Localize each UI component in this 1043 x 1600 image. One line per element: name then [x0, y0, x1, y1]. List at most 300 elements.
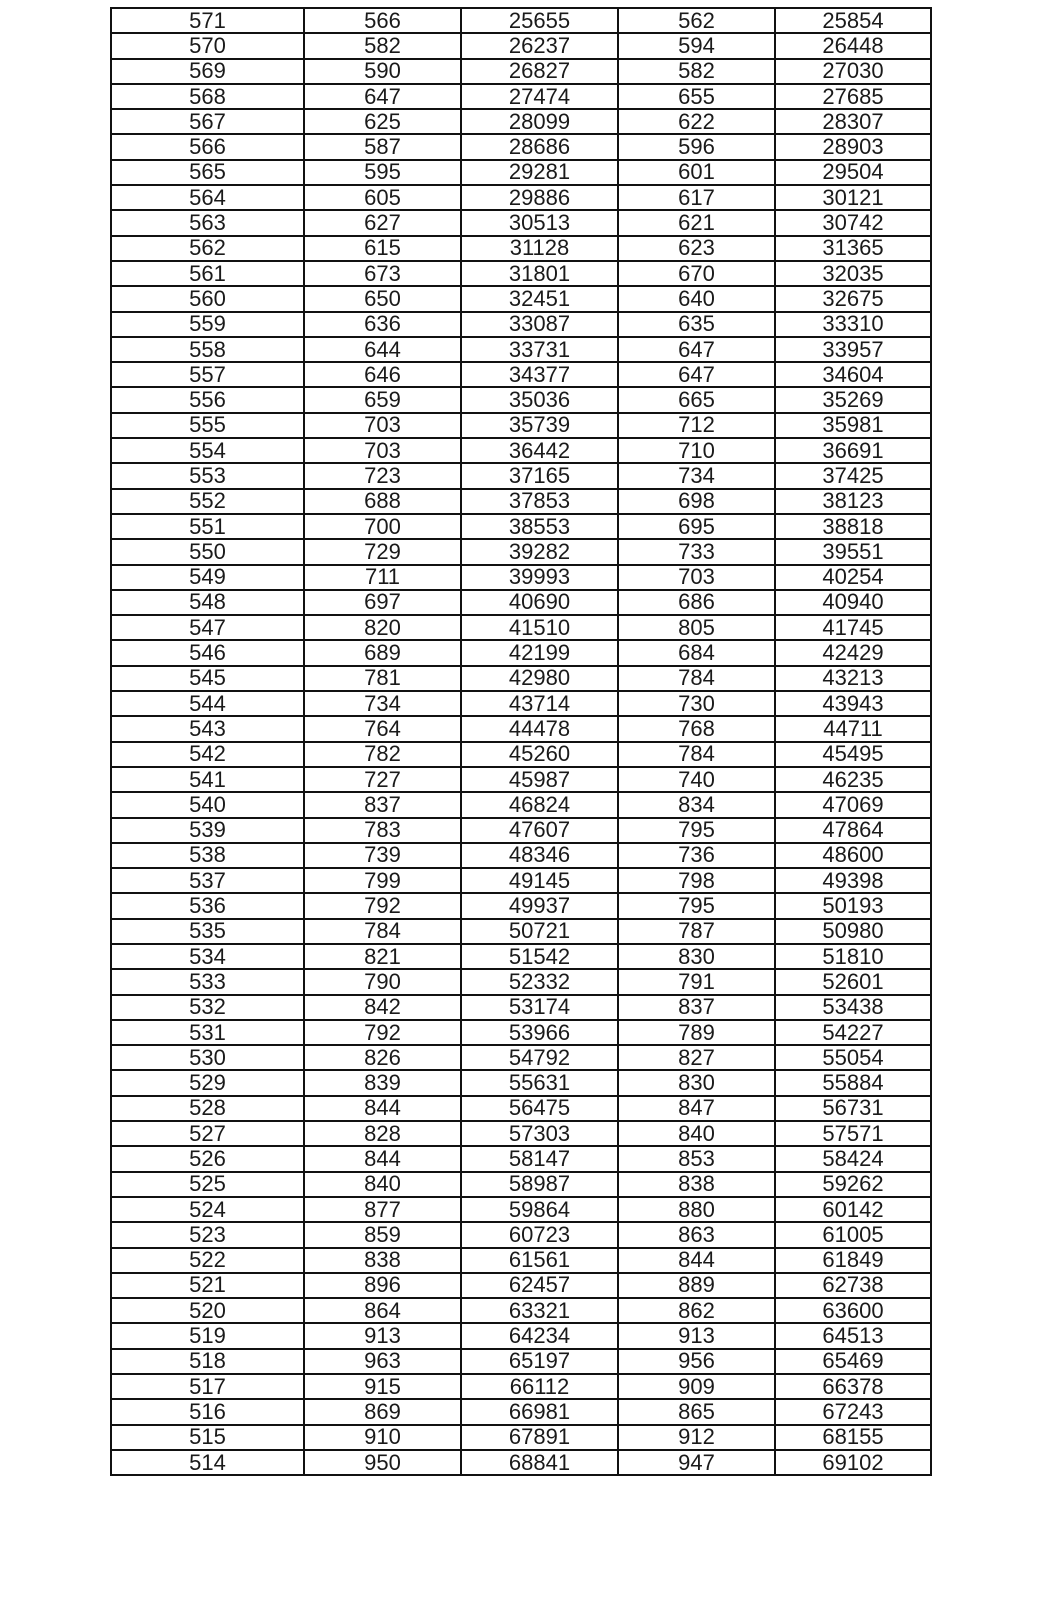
table-row [111, 1425, 931, 1450]
count-b-cell: 947 [618, 1450, 775, 1475]
score-cell: 520 [111, 1298, 304, 1323]
count-b-cell: 787 [618, 919, 775, 944]
cumulative-a-cell: 33087 [461, 312, 618, 337]
count-b-cell: 791 [618, 969, 775, 994]
cumulative-b-cell: 67243 [775, 1399, 931, 1424]
table-row [111, 1146, 931, 1171]
count-a-cell: 820 [304, 615, 461, 640]
count-b-cell: 912 [618, 1425, 775, 1450]
score-cell: 538 [111, 843, 304, 868]
count-a-cell: 844 [304, 1146, 461, 1171]
cumulative-b-cell: 32035 [775, 261, 931, 286]
score-cell: 552 [111, 489, 304, 514]
count-b-cell: 582 [618, 59, 775, 84]
cumulative-a-cell: 45987 [461, 767, 618, 792]
table-row [111, 514, 931, 539]
table-row [111, 1045, 931, 1070]
score-cell: 515 [111, 1425, 304, 1450]
score-cell: 563 [111, 210, 304, 235]
cumulative-a-cell: 60723 [461, 1222, 618, 1247]
table-row [111, 1172, 931, 1197]
cumulative-b-cell: 47069 [775, 792, 931, 817]
count-b-cell: 830 [618, 944, 775, 969]
count-b-cell: 740 [618, 767, 775, 792]
count-a-cell: 877 [304, 1197, 461, 1222]
cumulative-a-cell: 65197 [461, 1349, 618, 1374]
table-body [111, 8, 931, 1475]
score-cell: 546 [111, 640, 304, 665]
table-row [111, 1349, 931, 1374]
cumulative-a-cell: 55631 [461, 1070, 618, 1095]
count-b-cell: 909 [618, 1374, 775, 1399]
count-b-cell: 596 [618, 134, 775, 159]
cumulative-a-cell: 26827 [461, 59, 618, 84]
count-a-cell: 859 [304, 1222, 461, 1247]
cumulative-a-cell: 61561 [461, 1248, 618, 1273]
count-b-cell: 834 [618, 792, 775, 817]
count-a-cell: 842 [304, 995, 461, 1020]
cumulative-a-cell: 68841 [461, 1450, 618, 1475]
count-a-cell: 700 [304, 514, 461, 539]
score-cell: 516 [111, 1399, 304, 1424]
cumulative-b-cell: 64513 [775, 1323, 931, 1348]
table-row [111, 1273, 931, 1298]
count-a-cell: 727 [304, 767, 461, 792]
cumulative-b-cell: 26448 [775, 33, 931, 58]
table-row [111, 1197, 931, 1222]
score-cell: 532 [111, 995, 304, 1020]
table-row [111, 160, 931, 185]
cumulative-b-cell: 55054 [775, 1045, 931, 1070]
score-cell: 571 [111, 8, 304, 33]
cumulative-a-cell: 51542 [461, 944, 618, 969]
cumulative-a-cell: 44478 [461, 716, 618, 741]
cumulative-b-cell: 40254 [775, 565, 931, 590]
cumulative-a-cell: 29886 [461, 185, 618, 210]
count-b-cell: 601 [618, 160, 775, 185]
count-a-cell: 864 [304, 1298, 461, 1323]
table-row [111, 868, 931, 893]
cumulative-a-cell: 33731 [461, 337, 618, 362]
count-b-cell: 956 [618, 1349, 775, 1374]
score-cell: 514 [111, 1450, 304, 1475]
table-row [111, 969, 931, 994]
table-row [111, 539, 931, 564]
score-cell: 550 [111, 539, 304, 564]
table-row [111, 767, 931, 792]
count-a-cell: 915 [304, 1374, 461, 1399]
score-cell: 543 [111, 716, 304, 741]
count-b-cell: 635 [618, 312, 775, 337]
count-b-cell: 622 [618, 109, 775, 134]
count-a-cell: 566 [304, 8, 461, 33]
table-row [111, 995, 931, 1020]
score-cell: 542 [111, 742, 304, 767]
score-cell: 566 [111, 134, 304, 159]
count-a-cell: 697 [304, 590, 461, 615]
score-cell: 565 [111, 160, 304, 185]
score-cell: 531 [111, 1020, 304, 1045]
cumulative-b-cell: 66378 [775, 1374, 931, 1399]
cumulative-b-cell: 36691 [775, 438, 931, 463]
cumulative-b-cell: 55884 [775, 1070, 931, 1095]
cumulative-a-cell: 39282 [461, 539, 618, 564]
table-row [111, 1450, 931, 1475]
score-cell: 530 [111, 1045, 304, 1070]
table-row [111, 261, 931, 286]
cumulative-a-cell: 42199 [461, 640, 618, 665]
cumulative-a-cell: 31801 [461, 261, 618, 286]
count-a-cell: 650 [304, 286, 461, 311]
score-cell: 526 [111, 1146, 304, 1171]
count-a-cell: 821 [304, 944, 461, 969]
count-a-cell: 910 [304, 1425, 461, 1450]
cumulative-b-cell: 28307 [775, 109, 931, 134]
count-b-cell: 665 [618, 387, 775, 412]
score-cell: 568 [111, 84, 304, 109]
cumulative-a-cell: 38553 [461, 514, 618, 539]
score-cell: 527 [111, 1121, 304, 1146]
score-cell: 548 [111, 590, 304, 615]
count-a-cell: 839 [304, 1070, 461, 1095]
cumulative-b-cell: 25854 [775, 8, 931, 33]
cumulative-b-cell: 27030 [775, 59, 931, 84]
score-cell: 560 [111, 286, 304, 311]
cumulative-b-cell: 38123 [775, 489, 931, 514]
cumulative-b-cell: 68155 [775, 1425, 931, 1450]
cumulative-b-cell: 30742 [775, 210, 931, 235]
score-cell: 521 [111, 1273, 304, 1298]
cumulative-a-cell: 31128 [461, 236, 618, 261]
score-cell: 545 [111, 666, 304, 691]
cumulative-a-cell: 35739 [461, 413, 618, 438]
cumulative-b-cell: 44711 [775, 716, 931, 741]
cumulative-b-cell: 33310 [775, 312, 931, 337]
count-b-cell: 647 [618, 362, 775, 387]
cumulative-b-cell: 30121 [775, 185, 931, 210]
score-cell: 522 [111, 1248, 304, 1273]
count-a-cell: 582 [304, 33, 461, 58]
table-row [111, 1399, 931, 1424]
count-b-cell: 795 [618, 818, 775, 843]
count-b-cell: 784 [618, 742, 775, 767]
score-cell: 534 [111, 944, 304, 969]
cumulative-a-cell: 40690 [461, 590, 618, 615]
count-b-cell: 736 [618, 843, 775, 868]
score-cell: 537 [111, 868, 304, 893]
cumulative-b-cell: 56731 [775, 1096, 931, 1121]
cumulative-b-cell: 41745 [775, 615, 931, 640]
cumulative-a-cell: 37853 [461, 489, 618, 514]
table-row [111, 919, 931, 944]
table-row [111, 565, 931, 590]
cumulative-b-cell: 60142 [775, 1197, 931, 1222]
cumulative-a-cell: 25655 [461, 8, 618, 33]
count-a-cell: 840 [304, 1172, 461, 1197]
count-a-cell: 595 [304, 160, 461, 185]
cumulative-b-cell: 27685 [775, 84, 931, 109]
count-a-cell: 636 [304, 312, 461, 337]
cumulative-a-cell: 53966 [461, 1020, 618, 1045]
count-a-cell: 799 [304, 868, 461, 893]
count-a-cell: 673 [304, 261, 461, 286]
count-a-cell: 659 [304, 387, 461, 412]
score-cell: 525 [111, 1172, 304, 1197]
count-b-cell: 805 [618, 615, 775, 640]
table-row [111, 185, 931, 210]
cumulative-a-cell: 43714 [461, 691, 618, 716]
count-b-cell: 768 [618, 716, 775, 741]
count-a-cell: 784 [304, 919, 461, 944]
cumulative-a-cell: 36442 [461, 438, 618, 463]
score-cell: 554 [111, 438, 304, 463]
cumulative-a-cell: 48346 [461, 843, 618, 868]
count-a-cell: 615 [304, 236, 461, 261]
cumulative-a-cell: 37165 [461, 463, 618, 488]
table-row [111, 59, 931, 84]
count-b-cell: 838 [618, 1172, 775, 1197]
cumulative-a-cell: 46824 [461, 792, 618, 817]
score-cell: 533 [111, 969, 304, 994]
count-b-cell: 562 [618, 8, 775, 33]
count-a-cell: 963 [304, 1349, 461, 1374]
table-row [111, 691, 931, 716]
cumulative-b-cell: 31365 [775, 236, 931, 261]
table-row [111, 615, 931, 640]
count-b-cell: 710 [618, 438, 775, 463]
cumulative-a-cell: 35036 [461, 387, 618, 412]
table-row [111, 792, 931, 817]
count-a-cell: 647 [304, 84, 461, 109]
cumulative-a-cell: 28686 [461, 134, 618, 159]
cumulative-b-cell: 45495 [775, 742, 931, 767]
score-cell: 562 [111, 236, 304, 261]
cumulative-a-cell: 56475 [461, 1096, 618, 1121]
cumulative-b-cell: 62738 [775, 1273, 931, 1298]
table-row [111, 1121, 931, 1146]
count-b-cell: 798 [618, 868, 775, 893]
score-cell: 547 [111, 615, 304, 640]
cumulative-b-cell: 53438 [775, 995, 931, 1020]
score-cell: 570 [111, 33, 304, 58]
cumulative-a-cell: 58147 [461, 1146, 618, 1171]
score-cell: 559 [111, 312, 304, 337]
cumulative-b-cell: 47864 [775, 818, 931, 843]
count-b-cell: 889 [618, 1273, 775, 1298]
score-cell: 544 [111, 691, 304, 716]
count-a-cell: 792 [304, 1020, 461, 1045]
cumulative-a-cell: 62457 [461, 1273, 618, 1298]
score-cell: 569 [111, 59, 304, 84]
score-cell: 549 [111, 565, 304, 590]
cumulative-b-cell: 61849 [775, 1248, 931, 1273]
count-b-cell: 621 [618, 210, 775, 235]
cumulative-b-cell: 35981 [775, 413, 931, 438]
cumulative-b-cell: 61005 [775, 1222, 931, 1247]
count-b-cell: 703 [618, 565, 775, 590]
count-a-cell: 828 [304, 1121, 461, 1146]
score-cell: 551 [111, 514, 304, 539]
table-row [111, 236, 931, 261]
count-a-cell: 781 [304, 666, 461, 691]
count-b-cell: 734 [618, 463, 775, 488]
score-cell: 561 [111, 261, 304, 286]
count-a-cell: 950 [304, 1450, 461, 1475]
cumulative-a-cell: 57303 [461, 1121, 618, 1146]
cumulative-a-cell: 64234 [461, 1323, 618, 1348]
table-row [111, 666, 931, 691]
score-cell: 567 [111, 109, 304, 134]
count-a-cell: 792 [304, 893, 461, 918]
table-row [111, 337, 931, 362]
table-row [111, 134, 931, 159]
cumulative-b-cell: 32675 [775, 286, 931, 311]
table-row [111, 640, 931, 665]
table-row [111, 387, 931, 412]
count-b-cell: 594 [618, 33, 775, 58]
count-b-cell: 865 [618, 1399, 775, 1424]
count-b-cell: 795 [618, 893, 775, 918]
cumulative-b-cell: 38818 [775, 514, 931, 539]
cumulative-b-cell: 51810 [775, 944, 931, 969]
count-a-cell: 587 [304, 134, 461, 159]
table-row [111, 1248, 931, 1273]
cumulative-b-cell: 52601 [775, 969, 931, 994]
count-a-cell: 837 [304, 792, 461, 817]
cumulative-a-cell: 49937 [461, 893, 618, 918]
cumulative-b-cell: 48600 [775, 843, 931, 868]
table-row [111, 489, 931, 514]
cumulative-a-cell: 59864 [461, 1197, 618, 1222]
cumulative-a-cell: 27474 [461, 84, 618, 109]
cumulative-a-cell: 26237 [461, 33, 618, 58]
table-row [111, 463, 931, 488]
table-row [111, 843, 931, 868]
count-b-cell: 837 [618, 995, 775, 1020]
count-a-cell: 782 [304, 742, 461, 767]
cumulative-b-cell: 49398 [775, 868, 931, 893]
cumulative-b-cell: 57571 [775, 1121, 931, 1146]
table-row [111, 109, 931, 134]
score-cell: 555 [111, 413, 304, 438]
cumulative-a-cell: 28099 [461, 109, 618, 134]
score-cell: 557 [111, 362, 304, 387]
table-row [111, 362, 931, 387]
cumulative-a-cell: 54792 [461, 1045, 618, 1070]
score-cell: 556 [111, 387, 304, 412]
count-a-cell: 689 [304, 640, 461, 665]
count-b-cell: 733 [618, 539, 775, 564]
count-b-cell: 655 [618, 84, 775, 109]
table-row [111, 893, 931, 918]
table-row [111, 1298, 931, 1323]
cumulative-b-cell: 39551 [775, 539, 931, 564]
cumulative-b-cell: 54227 [775, 1020, 931, 1045]
table-row [111, 8, 931, 33]
table-row [111, 590, 931, 615]
table-row [111, 33, 931, 58]
score-cell: 539 [111, 818, 304, 843]
count-a-cell: 869 [304, 1399, 461, 1424]
count-a-cell: 734 [304, 691, 461, 716]
count-a-cell: 605 [304, 185, 461, 210]
cumulative-b-cell: 42429 [775, 640, 931, 665]
cumulative-b-cell: 43943 [775, 691, 931, 716]
cumulative-a-cell: 32451 [461, 286, 618, 311]
cumulative-a-cell: 66112 [461, 1374, 618, 1399]
count-b-cell: 853 [618, 1146, 775, 1171]
count-a-cell: 723 [304, 463, 461, 488]
cumulative-a-cell: 58987 [461, 1172, 618, 1197]
count-a-cell: 711 [304, 565, 461, 590]
score-cell: 558 [111, 337, 304, 362]
cumulative-a-cell: 29281 [461, 160, 618, 185]
count-b-cell: 617 [618, 185, 775, 210]
count-a-cell: 790 [304, 969, 461, 994]
table-row [111, 1374, 931, 1399]
count-a-cell: 826 [304, 1045, 461, 1070]
count-b-cell: 830 [618, 1070, 775, 1095]
count-a-cell: 844 [304, 1096, 461, 1121]
score-cell: 519 [111, 1323, 304, 1348]
cumulative-b-cell: 33957 [775, 337, 931, 362]
count-b-cell: 730 [618, 691, 775, 716]
score-cell: 553 [111, 463, 304, 488]
table-row [111, 438, 931, 463]
cumulative-a-cell: 52332 [461, 969, 618, 994]
count-a-cell: 896 [304, 1273, 461, 1298]
table-row [111, 84, 931, 109]
score-distribution-table [110, 7, 932, 1476]
cumulative-a-cell: 42980 [461, 666, 618, 691]
count-a-cell: 646 [304, 362, 461, 387]
count-a-cell: 913 [304, 1323, 461, 1348]
score-cell: 536 [111, 893, 304, 918]
count-a-cell: 764 [304, 716, 461, 741]
score-cell: 540 [111, 792, 304, 817]
count-a-cell: 625 [304, 109, 461, 134]
count-b-cell: 684 [618, 640, 775, 665]
cumulative-a-cell: 39993 [461, 565, 618, 590]
count-b-cell: 827 [618, 1045, 775, 1070]
cumulative-b-cell: 46235 [775, 767, 931, 792]
score-cell: 541 [111, 767, 304, 792]
count-b-cell: 847 [618, 1096, 775, 1121]
count-b-cell: 623 [618, 236, 775, 261]
table-row [111, 413, 931, 438]
cumulative-b-cell: 43213 [775, 666, 931, 691]
cumulative-a-cell: 41510 [461, 615, 618, 640]
table-row [111, 1070, 931, 1095]
count-b-cell: 695 [618, 514, 775, 539]
count-a-cell: 703 [304, 438, 461, 463]
table-row [111, 1323, 931, 1348]
score-cell: 517 [111, 1374, 304, 1399]
cumulative-a-cell: 34377 [461, 362, 618, 387]
count-a-cell: 739 [304, 843, 461, 868]
count-a-cell: 688 [304, 489, 461, 514]
count-b-cell: 862 [618, 1298, 775, 1323]
count-a-cell: 783 [304, 818, 461, 843]
count-b-cell: 670 [618, 261, 775, 286]
count-b-cell: 880 [618, 1197, 775, 1222]
cumulative-b-cell: 50980 [775, 919, 931, 944]
cumulative-a-cell: 53174 [461, 995, 618, 1020]
table-row [111, 818, 931, 843]
score-cell: 535 [111, 919, 304, 944]
count-a-cell: 590 [304, 59, 461, 84]
score-cell: 529 [111, 1070, 304, 1095]
